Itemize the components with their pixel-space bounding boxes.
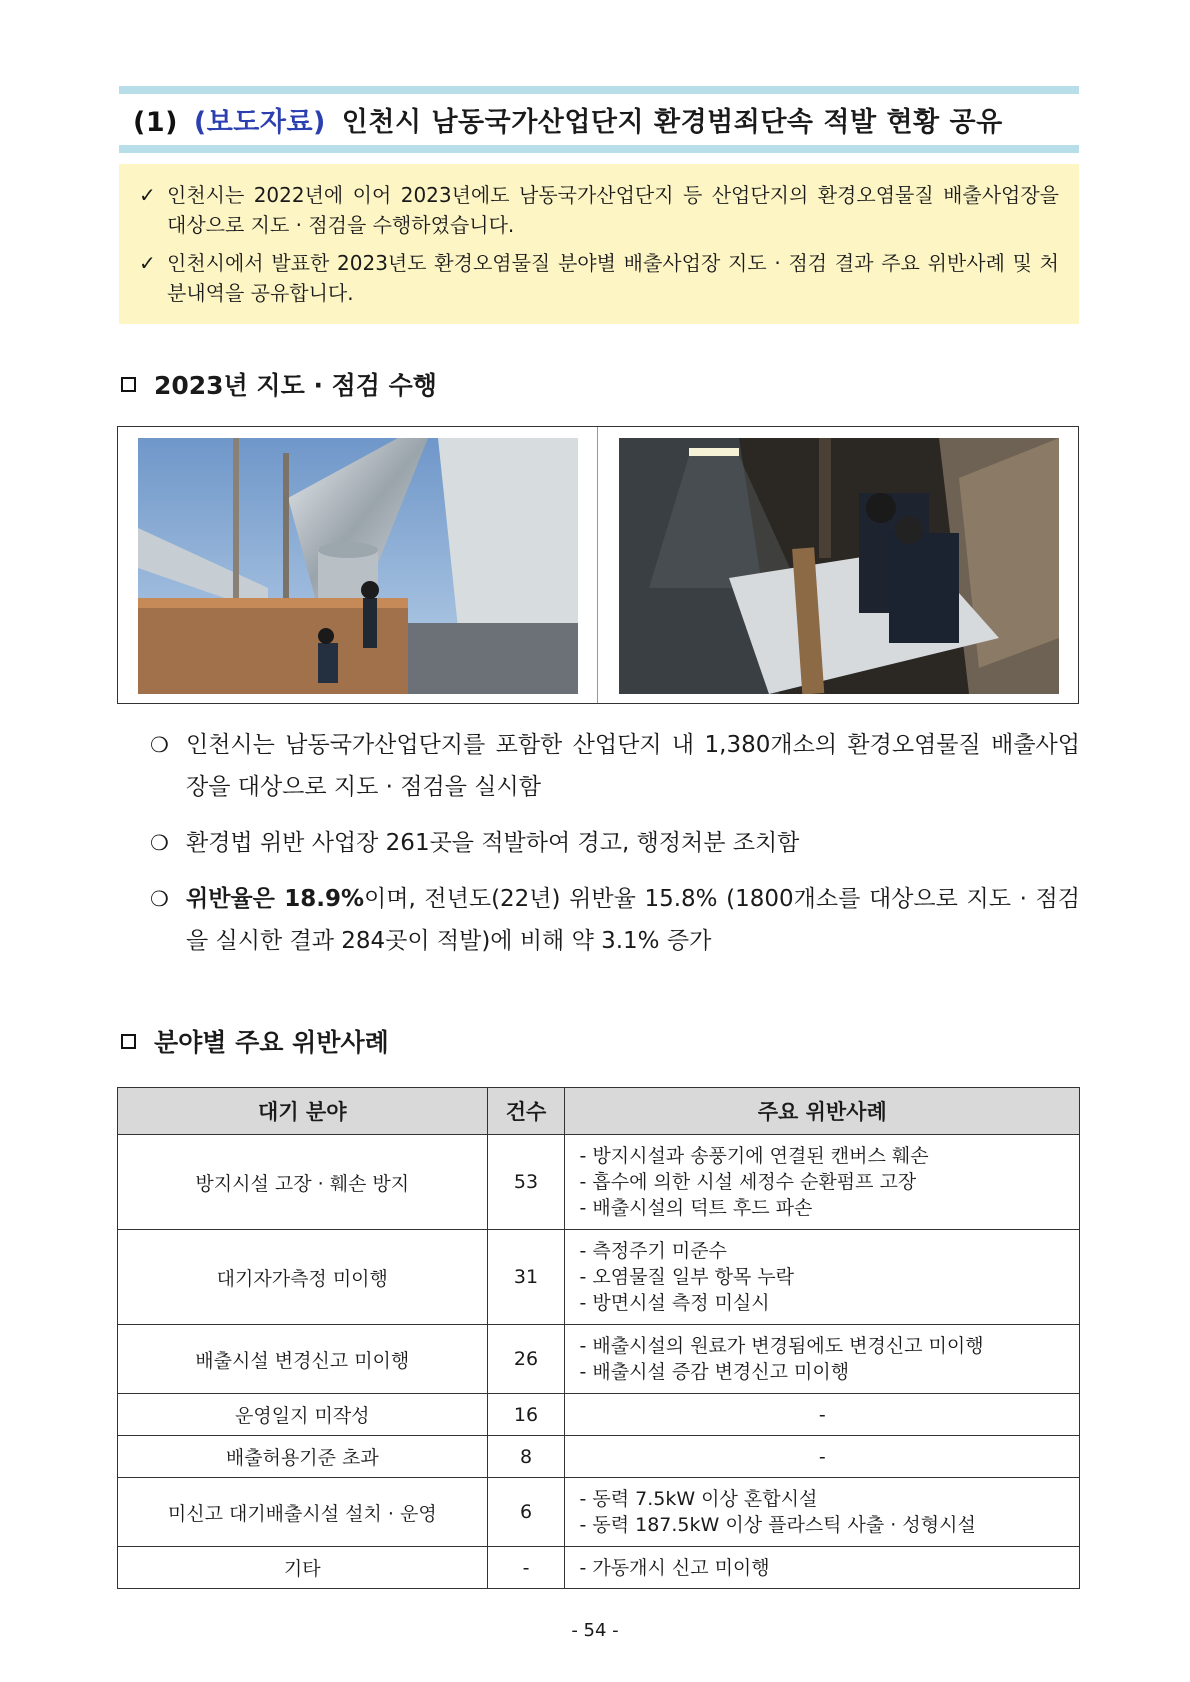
section-heading-text: 2023년 지도 · 점검 수행: [154, 371, 437, 400]
section-heading-inspection: [121, 366, 437, 402]
case-line: - 배출시설 증감 변경신고 미이행: [579, 1361, 850, 1383]
table-header-row: [118, 1088, 1080, 1135]
summary-box: [119, 164, 1079, 324]
title-bottom-rule: [119, 145, 1079, 153]
cell-cases: [565, 1230, 1080, 1325]
cell-cases: -: [565, 1394, 1080, 1436]
title-band: [119, 86, 1079, 153]
summary-text: 인천시에서 발표한 2023년도 환경오염물질 분야별 배출사업장 지도 · 점검 결과 주요 위반사례 및 처분내역을 공유합니다.: [167, 251, 1059, 305]
table-row: [118, 1478, 1080, 1547]
case-line: - 측정주기 미준수: [579, 1240, 727, 1262]
case-line: - 동력 7.5kW 이상 혼합시설: [579, 1488, 818, 1510]
cell-count: -: [487, 1547, 565, 1589]
cell-cases: [565, 1325, 1080, 1394]
table-row: [118, 1394, 1080, 1436]
cell-count: 8: [487, 1436, 565, 1478]
case-line: - 오염물질 일부 항목 누락: [579, 1266, 795, 1288]
table-row: [118, 1135, 1080, 1230]
title-number: (1): [133, 107, 178, 138]
summary-item: [139, 248, 1059, 308]
cell-cases: [565, 1478, 1080, 1547]
cell-field: 배출허용기준 초과: [118, 1436, 488, 1478]
findings-list: [150, 724, 1080, 976]
cell-cases: - 가동개시 신고 미이행: [565, 1547, 1080, 1589]
table-row: [118, 1325, 1080, 1394]
check-icon: ✓: [139, 251, 156, 275]
cell-cases: [565, 1135, 1080, 1230]
table-row: [118, 1230, 1080, 1325]
title-tag: (보도자료): [193, 107, 326, 138]
table-row: [118, 1547, 1080, 1589]
section-heading-text: 분야별 주요 위반사례: [154, 1028, 389, 1057]
section-heading-cases: [121, 1023, 389, 1059]
cell-cases: -: [565, 1436, 1080, 1478]
bullet-text: [186, 878, 1080, 962]
case-line: - 배출시설의 덕트 후드 파손: [579, 1197, 813, 1219]
case-line: - 흡수에 의한 시설 세정수 순환펌프 고장: [579, 1171, 917, 1193]
case-line: - 동력 187.5kW 이상 플라스틱 사출 · 성형시설: [579, 1514, 976, 1536]
cell-field: 방지시설 고장 · 훼손 방지: [118, 1135, 488, 1230]
photo-facility-inspection: [619, 438, 1059, 694]
cell-field: 배출시설 변경신고 미이행: [118, 1325, 488, 1394]
photo-frame: [117, 426, 1079, 704]
checkbox-square-icon: [121, 1034, 136, 1049]
title-text: 인천시 남동국가산업단지 환경범죄단속 적발 현황 공유: [341, 107, 1003, 138]
case-line: - 방지시설과 송풍기에 연결된 캔버스 훼손: [579, 1145, 929, 1167]
table-row: [118, 1436, 1080, 1478]
list-item: [150, 878, 1080, 962]
header-field: 대기 분야: [118, 1088, 488, 1135]
bullet-bold-text: 위반율은 18.9%: [186, 886, 365, 912]
cell-field: 미신고 대기배출시설 설치 · 운영: [118, 1478, 488, 1547]
title-top-rule: [119, 86, 1079, 94]
cell-count: 26: [487, 1325, 565, 1394]
cell-count: 31: [487, 1230, 565, 1325]
circle-bullet-icon: ❍: [150, 733, 169, 757]
circle-bullet-icon: ❍: [150, 887, 169, 911]
cell-count: 6: [487, 1478, 565, 1547]
bullet-rest-text: 이며, 전년도(22년) 위반율 15.8% (1800개소를 대상으로 지도 · 점검을 실시한 결과 284곳이 적발)에 비해 약 3.1% 증가: [186, 886, 1080, 954]
page-title: [119, 94, 1079, 145]
checkbox-square-icon: [121, 377, 136, 392]
list-item: [150, 822, 1080, 864]
cell-count: 16: [487, 1394, 565, 1436]
violations-table: [117, 1087, 1080, 1589]
list-item: [150, 724, 1080, 808]
case-line: - 배출시설의 원료가 변경됨에도 변경신고 미이행: [579, 1335, 984, 1357]
photo-rooftop-inspection: [138, 438, 578, 694]
page-number: - 54 -: [571, 1620, 619, 1641]
bullet-text: 인천시는 남동국가산업단지를 포함한 산업단지 내 1,380개소의 환경오염물질 배출사업장을 대상으로 지도 · 점검을 실시함: [186, 732, 1080, 800]
header-count: 건수: [487, 1088, 565, 1135]
header-cases: 주요 위반사례: [565, 1088, 1080, 1135]
cell-count: 53: [487, 1135, 565, 1230]
cell-field: 기타: [118, 1547, 488, 1589]
case-line: - 방면시설 측정 미실시: [579, 1292, 770, 1314]
photo-divider: [597, 427, 598, 703]
cell-field: 운영일지 미작성: [118, 1394, 488, 1436]
circle-bullet-icon: ❍: [150, 831, 169, 855]
summary-item: [139, 180, 1059, 240]
bullet-text: 환경법 위반 사업장 261곳을 적발하여 경고, 행정처분 조치함: [186, 830, 800, 856]
summary-text: 인천시는 2022년에 이어 2023년에도 남동국가산업단지 등 산업단지의 환경오염물질 배출사업장을 대상으로 지도 · 점검을 수행하였습니다.: [167, 183, 1059, 237]
check-icon: ✓: [139, 183, 156, 207]
cell-field: 대기자가측정 미이행: [118, 1230, 488, 1325]
